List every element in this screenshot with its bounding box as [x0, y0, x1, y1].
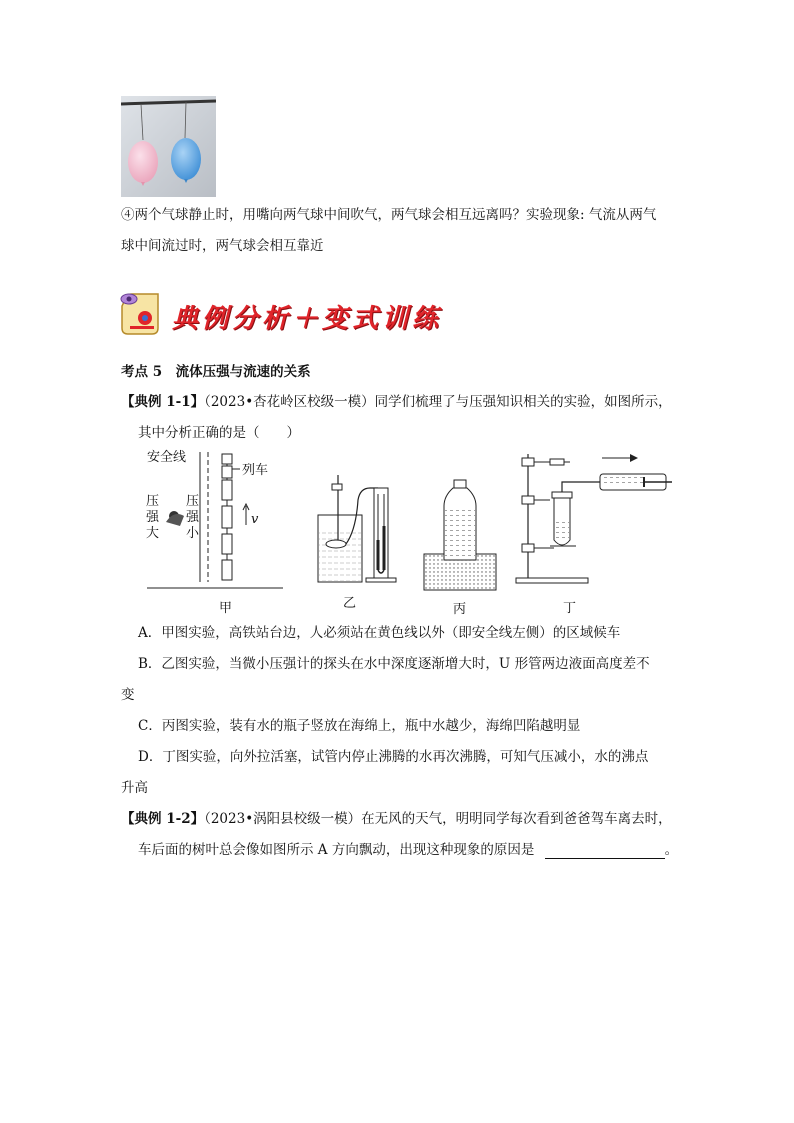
- example1-source: （2023•杏花岭区校级一模）: [204, 394, 375, 410]
- example2-source: （2023•涡阳县校级一模）: [204, 811, 362, 827]
- option-d-line1: D．丁图实验，向外拉活塞，试管内停止沸腾的水再次沸腾，可知气压减小，水的沸点: [138, 749, 649, 765]
- example2-line1: [121, 810, 672, 828]
- example1-line2: 其中分析正确的是（ ）: [138, 425, 300, 441]
- option-c: C．丙图实验，装有水的瓶子竖放在海绵上，瓶中水越少，海绵凹陷越明显: [138, 718, 581, 734]
- safety-line-label: 安全线: [147, 450, 187, 465]
- figure-bing: [420, 478, 500, 618]
- figure-yi: [312, 470, 412, 610]
- caption-jia: 甲: [219, 601, 233, 616]
- example2-tag: 【典例 1-2】: [121, 811, 205, 827]
- velocity-label: v: [251, 512, 259, 527]
- balloons-photo: [121, 96, 216, 197]
- figure-jia: [140, 450, 290, 615]
- option-a: A．甲图实验，高铁站台边，人必须站在黄色线以外（即安全线左侧）的区域候车: [138, 625, 621, 641]
- example1-stem: 同学们梳理了与压强知识相关的实验，如图所示，: [374, 394, 672, 410]
- train-label: 列车: [242, 463, 269, 478]
- example2-stem-2: 车后面的树叶总会像如图所示 A 方向飘动，出现这种现象的原因是: [138, 842, 535, 858]
- caption-bing: 丙: [453, 602, 467, 617]
- section-heading: 考点 5 流体压强与流速的关系: [121, 364, 311, 380]
- example2-stem: 在无风的天气，明明同学每次看到爸爸驾车离去时，: [361, 811, 672, 827]
- answer-blank[interactable]: [545, 844, 665, 859]
- caption-yi: 乙: [343, 596, 357, 611]
- figure-ding: [514, 450, 674, 615]
- low-pressure-label: 压 强 小: [186, 494, 200, 541]
- option-b-line1: B．乙图实验，当微小压强计的探头在水中深度逐渐增大时，U 形管两边液面高度差不: [138, 656, 650, 672]
- high-pressure-label: 压 强 大: [146, 494, 160, 541]
- example2-end: 。: [664, 842, 679, 858]
- example1-tag: 【典例 1-1】: [121, 394, 205, 410]
- blue-balloon: [171, 138, 201, 180]
- caption-ding: 丁: [563, 601, 577, 616]
- banner-scroll-icon: [118, 288, 168, 338]
- item4-line2: 球中间流过时，两气球会相互靠近: [121, 238, 324, 254]
- item4-line1: ④两个气球静止时，用嘴向两气球中间吹气，两气球会相互远离吗？实验现象: 气流从两气: [121, 207, 657, 223]
- option-b-line2: 变: [121, 687, 135, 703]
- example1-line1: [121, 393, 672, 411]
- option-d-line2: 升高: [121, 780, 148, 796]
- example2-line2: [138, 841, 678, 859]
- pink-balloon: [128, 141, 158, 183]
- banner-title: 典例分析＋变式训练: [172, 304, 443, 334]
